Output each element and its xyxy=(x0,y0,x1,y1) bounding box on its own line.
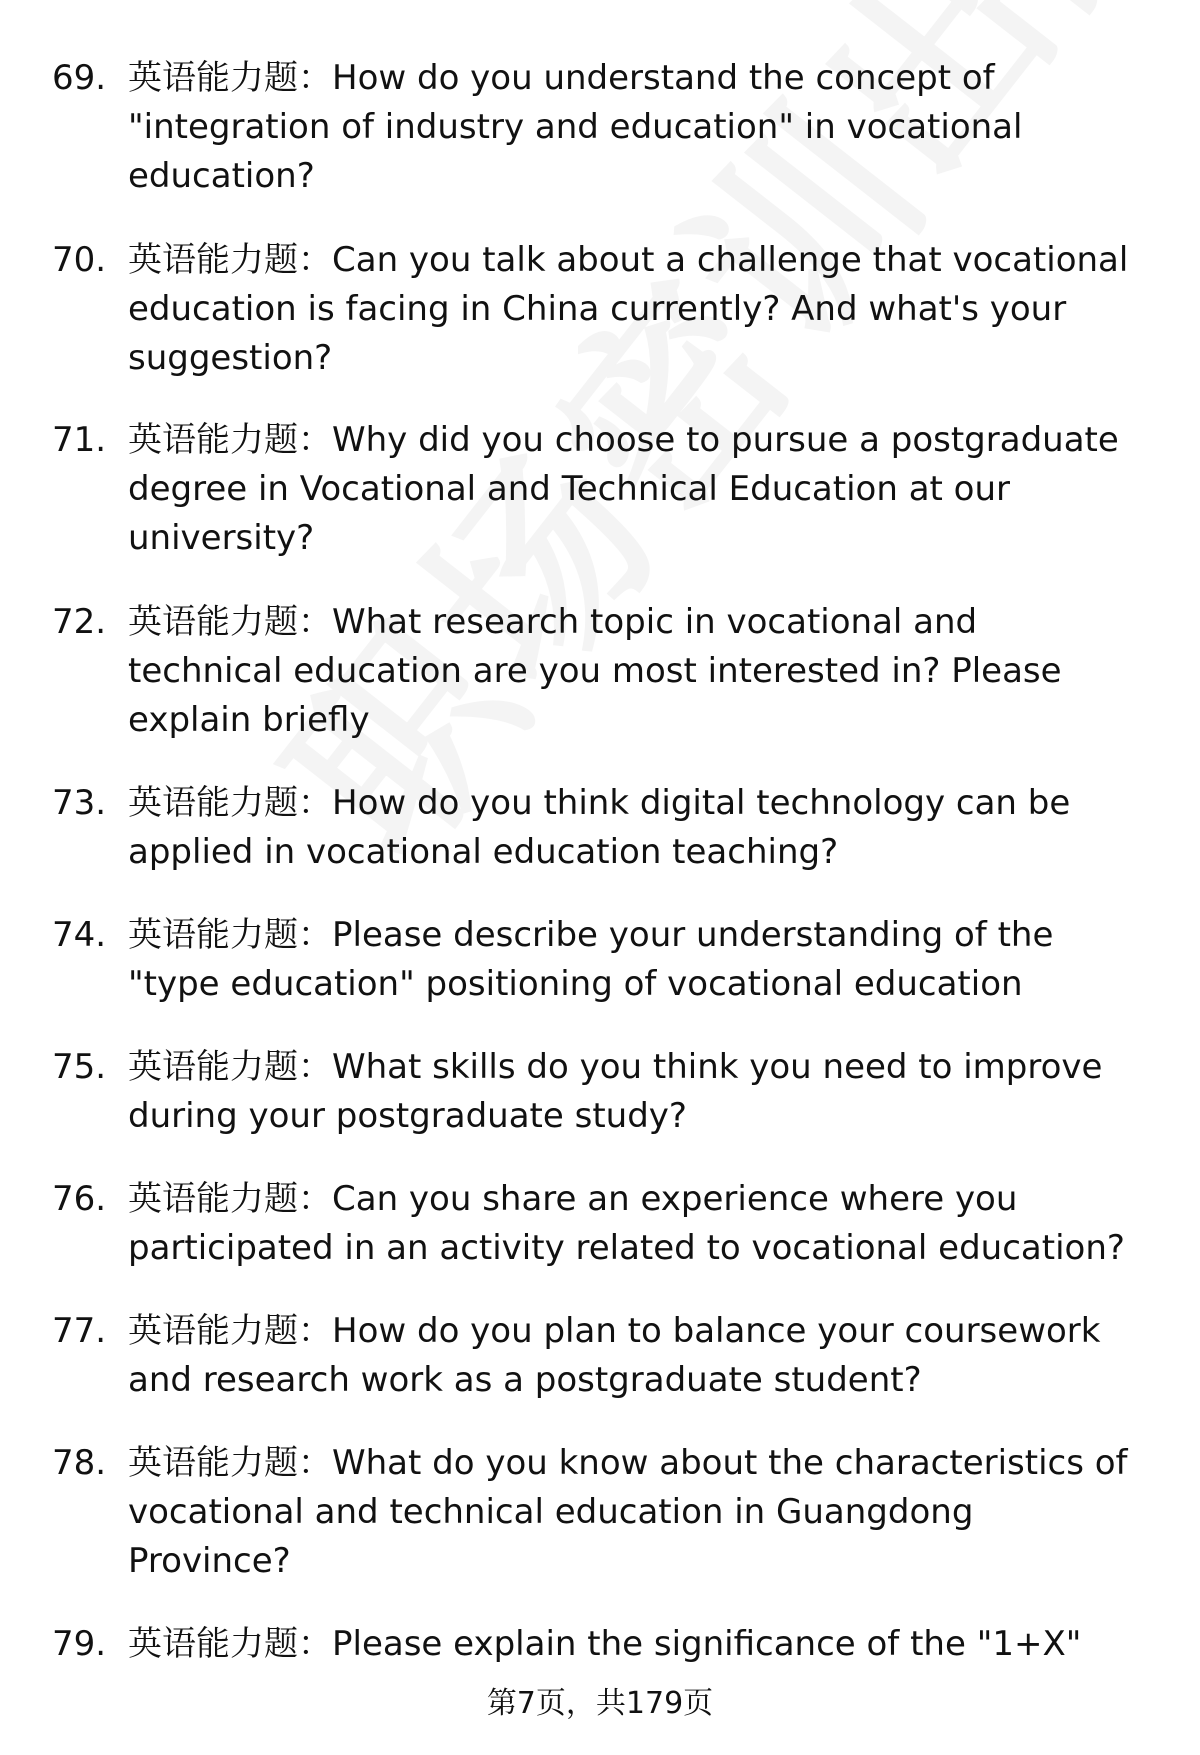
question-line: suggestion? xyxy=(128,338,333,378)
question-line: and research work as a postgraduate student? xyxy=(128,1360,922,1400)
question-number: 73. xyxy=(52,783,107,823)
question-text xyxy=(128,911,1168,1009)
question-number: 76. xyxy=(52,1179,107,1219)
question-number: 69. xyxy=(52,58,107,98)
question-number: 72. xyxy=(52,602,107,642)
question-line: "integration of industry and education" in vocational xyxy=(128,107,1023,147)
question-number: 70. xyxy=(52,240,107,280)
question-line: 英语能力题：How do you plan to balance your coursework xyxy=(128,1311,1101,1351)
question-line: participated in an activity related to vocational education? xyxy=(128,1228,1125,1268)
question-line: 英语能力题：Can you talk about a challenge that vocational xyxy=(128,240,1129,280)
question-line: education? xyxy=(128,156,315,196)
question-number: 77. xyxy=(52,1311,107,1351)
question-text xyxy=(128,1043,1168,1141)
question-line: 英语能力题：Please explain the significance of the "1+X" xyxy=(128,1624,1082,1664)
question-line: 英语能力题：Please describe your understanding of the xyxy=(128,915,1054,955)
question-line: 英语能力题：Why did you choose to pursue a postgraduate xyxy=(128,420,1119,460)
question-number: 75. xyxy=(52,1047,107,1087)
question-text xyxy=(128,779,1168,877)
question-text xyxy=(128,54,1168,201)
question-line: university? xyxy=(128,518,315,558)
question-line: education is facing in China currently? And what's your xyxy=(128,289,1067,329)
question-text xyxy=(128,1439,1168,1586)
question-number: 74. xyxy=(52,915,107,955)
question-number: 71. xyxy=(52,420,107,460)
question-line: degree in Vocational and Technical Education at our xyxy=(128,469,1011,509)
question-line: "type education" positioning of vocational education xyxy=(128,964,1023,1004)
question-line: during your postgraduate study? xyxy=(128,1096,687,1136)
question-line: 英语能力题：What skills do you think you need to improve xyxy=(128,1047,1103,1087)
question-line: 英语能力题：How do you understand the concept of xyxy=(128,58,995,98)
question-text xyxy=(128,1620,1168,1669)
question-text xyxy=(128,416,1168,563)
question-line: 英语能力题：What research topic in vocational and xyxy=(128,602,978,642)
question-text xyxy=(128,1175,1168,1273)
question-line: technical education are you most interested in? Please xyxy=(128,651,1062,691)
question-number: 78. xyxy=(52,1443,107,1483)
question-line: applied in vocational education teaching? xyxy=(128,832,839,872)
question-line: explain briefly xyxy=(128,700,370,740)
question-text xyxy=(128,236,1168,383)
question-number: 79. xyxy=(52,1624,107,1664)
page-footer: 第7页，共179页 xyxy=(486,1686,714,1721)
question-text xyxy=(128,598,1168,745)
question-line: 英语能力题：How do you think digital technology can be xyxy=(128,783,1071,823)
question-line: 英语能力题：Can you share an experience where you xyxy=(128,1179,1018,1219)
question-line: Province? xyxy=(128,1541,291,1581)
question-text xyxy=(128,1307,1168,1405)
question-line: 英语能力题：What do you know about the characteristics of xyxy=(128,1443,1128,1483)
question-line: vocational and technical education in Guangdong xyxy=(128,1492,974,1532)
